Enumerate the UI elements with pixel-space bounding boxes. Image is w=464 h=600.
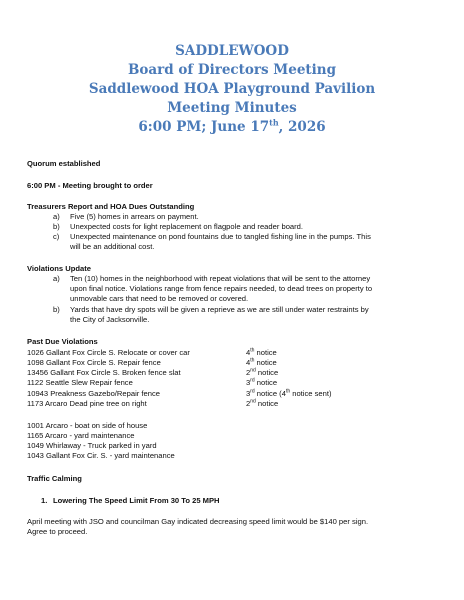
past-due-row-item: 13456 Gallant Fox Circle S. Broken fence slat (27, 368, 181, 377)
other-violation-item: 1165 Arcaro - yard maintenance (27, 431, 135, 440)
meeting-location: Saddlewood HOA Playground Pavilion (88, 81, 376, 97)
past-due-row-notice: 4th notice (246, 357, 277, 367)
violations-item-a-line3: unmovable cars that need to be removed or covered. (70, 294, 249, 303)
past-due-row-item: 1098 Gallant Fox Circle S. Repair fence (27, 358, 161, 367)
other-violation-item: 1001 Arcaro - boat on side of house (27, 421, 148, 430)
violations-item-a-line1: Ten (10) homes in the neighborhood with repeat violations that will be sent to the attorney (70, 274, 371, 283)
treasurers-heading: Treasurers Report and HOA Dues Outstanding (27, 202, 195, 211)
violations-item-b-line2: the City of Jacksonville. (70, 315, 150, 324)
treasurers-item-b: Unexpected costs for light replacement on flagpole and reader board. (70, 222, 304, 231)
quorum-line: Quorum established (27, 159, 101, 168)
treasurers-item-a: Five (5) homes in arrears on payment. (70, 212, 199, 221)
traffic-body-line1: April meeting with JSO and councilman Gay indicated decreasing speed limit would be $140 per sign. (27, 517, 369, 526)
past-due-row-notice: 3rd notice (246, 377, 278, 387)
past-due-row-notice: 2nd notice (246, 398, 279, 408)
meeting-title: Board of Directors Meeting (127, 62, 337, 78)
treasurers-item-c-line2: will be an additional cost. (70, 242, 155, 251)
doc-type: Meeting Minutes (167, 100, 297, 116)
treasurers-item-a-marker: a) (53, 212, 60, 221)
violations-item-b-marker: b) (53, 305, 60, 314)
past-due-row-item: 1026 Gallant Fox Circle S. Relocate or cover car (27, 348, 190, 357)
past-due-heading: Past Due Violations (27, 337, 98, 346)
past-due-row-item: 1122 Seattle Slew Repair fence (27, 378, 133, 387)
treasurers-item-b-marker: b) (53, 222, 60, 231)
treasurers-item-c-line1: Unexpected maintenance on pond fountains due to tangled fishing line in the pumps. This (70, 232, 371, 241)
violations-item-a-line2: upon final notice. Violations range from fence repairs needed, to dead trees on property to (70, 284, 373, 293)
violations-item-b-line1: Yards that have dry spots will be given a reprieve as we are still under water restraints by (70, 305, 369, 314)
traffic-item-title: Lowering The Speed Limit From 30 To 25 MPH (53, 496, 220, 505)
violations-item-a-marker: a) (53, 274, 60, 283)
past-due-row-notice: 3rd notice (4th notice sent) (246, 388, 332, 398)
traffic-heading: Traffic Calming (27, 474, 82, 483)
call-to-order: 6:00 PM - Meeting brought to order (27, 181, 153, 190)
other-violation-item: 1043 Gallant Fox Cir. S. - yard maintenance (27, 451, 175, 460)
traffic-item-marker: 1. (41, 496, 48, 505)
org-title: SADDLEWOOD (175, 43, 289, 59)
traffic-body-line2: Agree to proceed. (27, 527, 88, 536)
past-due-row-item: 10943 Preakness Gazebo/Repair fence (27, 389, 160, 398)
violations-heading: Violations Update (27, 264, 91, 273)
other-violation-item: 1049 Whirlaway - Truck parked in yard (27, 441, 157, 450)
past-due-row-notice: 2nd notice (246, 367, 279, 377)
past-due-row-notice: 4th notice (246, 347, 277, 357)
past-due-row-item: 1173 Arcaro Dead pine tree on right (27, 399, 147, 408)
meeting-datetime: 6:00 PM; June 17th, 2026 (138, 117, 326, 135)
treasurers-item-c-marker: c) (53, 232, 60, 241)
